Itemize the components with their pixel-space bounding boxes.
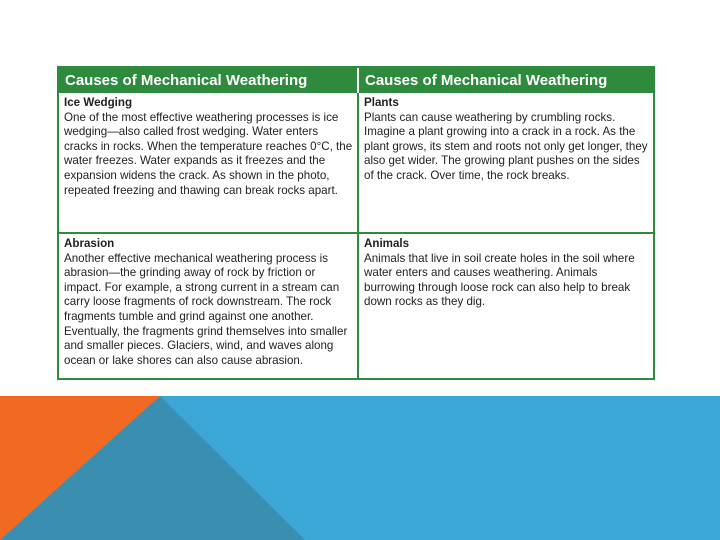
cell-text: One of the most effective weathering processes is ice wedging—also called frost wedging. Water enters cracks in rocks. When the temperature reaches 0°C, the water freezes. Water expands as it freezes and the expansion widens the crack. As shown in the photo, repeated freezing and thawing can break rocks apart. [64, 110, 353, 197]
cell-text: Another effective mechanical weathering process is abrasion—the grinding away of rock by friction or impact. For example, a strong current in a stream can carry loose fragments of rock downstream. The rock fragments tumble and grind against one another. Eventually, the fragments grind themselves into smaller and smaller pieces. Glaciers, wind, and waves along ocean or lake shores can also cause abrasion. [64, 251, 348, 367]
table-header-right: Causes of Mechanical Weathering [357, 68, 655, 93]
table-header-left: Causes of Mechanical Weathering [59, 68, 357, 93]
cell-title: Ice Wedging [64, 96, 133, 109]
cell-text: Plants can cause weathering by crumbling rocks. Imagine a plant growing into a crack in a rock. As the plant grows, its stem and roots not only get longer, they also get wider. The growing plant pushes on the sides of the crack. Over time, the rock breaks. [364, 110, 648, 182]
cell-text: Animals that live in soil create holes in the soil where water enters and causes weathering. Animals burrowing through loose rock can also help to break down rocks as they dig. [364, 251, 635, 309]
cell-title: Abrasion [64, 237, 115, 250]
cell-title: Animals [364, 237, 410, 250]
cell-title: Plants [364, 96, 399, 109]
